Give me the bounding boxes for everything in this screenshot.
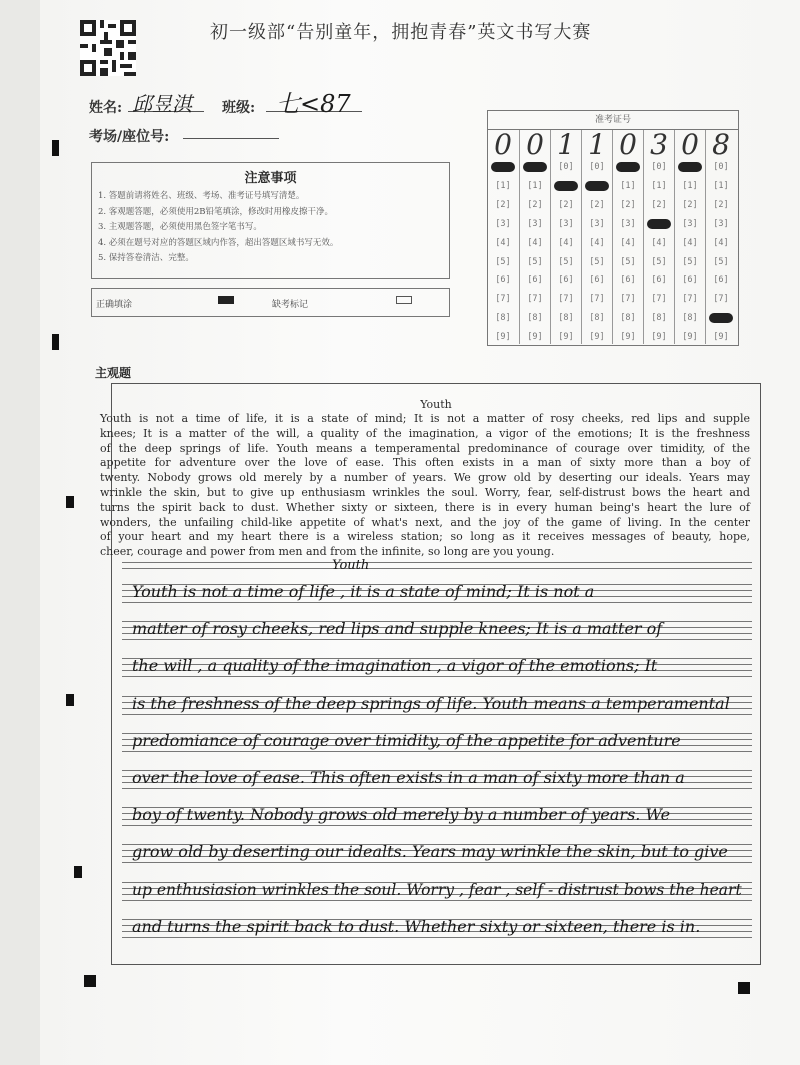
exam-id-column bbox=[488, 130, 518, 344]
handwritten-line: up enthusiasion wrinkles the soul. Worry , fear , self - distrust bows the heart bbox=[132, 879, 742, 899]
exam-id-bubble[interactable] bbox=[585, 181, 609, 191]
exam-id-bubble[interactable]: [8] bbox=[620, 313, 636, 324]
exam-id-bubble[interactable]: [2] bbox=[620, 199, 636, 210]
exam-id-bubble[interactable]: [0] bbox=[713, 162, 729, 172]
notice-item: 3. 主观题答题，必须使用黑色签字笔书写。 bbox=[98, 222, 262, 233]
sheet-title: 初一级部“告别童年，拥抱青春”英文书写大赛 bbox=[210, 22, 592, 43]
passage-line: cheer, courage and power from men and from the infinite, so long are you young. bbox=[100, 545, 555, 559]
exam-id-bubble[interactable]: [9] bbox=[682, 332, 698, 343]
answer-area bbox=[100, 383, 761, 965]
exam-id-bubble[interactable]: [3] bbox=[682, 218, 698, 229]
exam-id-bubble[interactable]: [9] bbox=[713, 332, 729, 343]
exam-id-bubble[interactable]: [7] bbox=[558, 294, 574, 305]
exam-id-digit[interactable]: 8 bbox=[712, 128, 730, 161]
exam-id-bubble[interactable]: [9] bbox=[527, 332, 543, 343]
exam-id-column bbox=[674, 130, 705, 344]
exam-id-bubble[interactable]: [4] bbox=[651, 237, 667, 248]
exam-id-bubble[interactable]: [4] bbox=[495, 237, 511, 248]
exam-id-column bbox=[705, 130, 736, 344]
exam-id-bubble[interactable]: [2] bbox=[589, 199, 605, 210]
exam-id-bubble[interactable]: [5] bbox=[527, 256, 543, 267]
exam-id-bubble[interactable]: [6] bbox=[558, 275, 574, 286]
exam-id-bubble[interactable]: [6] bbox=[589, 275, 605, 286]
exam-id-bubble[interactable]: [8] bbox=[558, 313, 574, 324]
exam-id-bubble[interactable] bbox=[616, 162, 640, 172]
absent-checkbox[interactable] bbox=[396, 296, 412, 304]
exam-id-bubble[interactable]: [6] bbox=[527, 275, 543, 286]
exam-id-bubble[interactable]: [2] bbox=[495, 199, 511, 210]
exam-id-bubble[interactable] bbox=[709, 313, 733, 323]
alignment-mark bbox=[738, 982, 750, 994]
exam-id-bubble[interactable]: [2] bbox=[558, 199, 574, 210]
handwritten-line: boy of twenty. Nobody grows old merely by a number of years. We bbox=[132, 805, 671, 825]
exam-id-bubble[interactable]: [7] bbox=[651, 294, 667, 305]
exam-id-bubble[interactable]: [3] bbox=[620, 218, 636, 229]
exam-id-bubble[interactable]: [0] bbox=[558, 162, 574, 172]
exam-id-bubble[interactable]: [3] bbox=[713, 218, 729, 229]
handwritten-title: Youth bbox=[332, 558, 370, 573]
exam-id-bubble[interactable]: [3] bbox=[589, 218, 605, 229]
alignment-mark bbox=[66, 694, 74, 706]
alignment-mark bbox=[66, 496, 74, 508]
exam-id-column bbox=[612, 130, 643, 344]
exam-id-bubble[interactable]: [5] bbox=[589, 256, 605, 267]
exam-id-bubble[interactable]: [4] bbox=[589, 237, 605, 248]
exam-id-bubble[interactable]: [5] bbox=[651, 256, 667, 267]
exam-id-bubble[interactable]: [1] bbox=[495, 180, 511, 191]
name-label: 姓名: bbox=[89, 100, 123, 116]
notice-box bbox=[91, 162, 450, 279]
handwritten-line: the will , a quality of the imagination , a vigor of the emotions; It bbox=[132, 656, 658, 676]
exam-id-column bbox=[519, 130, 550, 344]
qr-code bbox=[80, 20, 136, 76]
alignment-mark bbox=[74, 866, 82, 878]
exam-id-bubble[interactable]: [5] bbox=[558, 256, 574, 267]
notice-item: 4. 必须在题号对应的答题区域内作答，超出答题区域书写无效。 bbox=[98, 237, 339, 248]
handwritten-line: over the love of ease. This often exists in a man of sixty more than a bbox=[132, 768, 685, 787]
notice-item: 2. 客观题答题，必须使用2B铅笔填涂，修改时用橡皮擦干净。 bbox=[98, 206, 333, 217]
exam-id-digit[interactable]: 3 bbox=[650, 128, 668, 161]
exam-id-bubble[interactable]: [9] bbox=[651, 332, 667, 343]
exam-id-bubble[interactable]: [9] bbox=[558, 332, 574, 343]
exam-id-bubble[interactable]: [7] bbox=[589, 294, 605, 305]
exam-id-bubble[interactable] bbox=[491, 162, 515, 172]
exam-id-bubble[interactable]: [4] bbox=[620, 237, 636, 248]
exam-id-bubble[interactable] bbox=[554, 181, 578, 191]
passage-title: Youth bbox=[420, 398, 452, 411]
notice-item: 5. 保持答卷清洁、完整。 bbox=[98, 253, 194, 264]
exam-id-digit[interactable]: 1 bbox=[588, 128, 606, 161]
passage-text bbox=[100, 412, 760, 560]
correct-fill-label: 正确填涂 bbox=[96, 300, 133, 310]
exam-id-bubble[interactable]: [8] bbox=[527, 313, 543, 324]
exam-id-digit[interactable]: 0 bbox=[681, 128, 699, 161]
exam-id-column bbox=[550, 130, 581, 344]
exam-id-bubble[interactable]: [2] bbox=[713, 199, 729, 210]
handwritten-line: and turns the spirit back to dust. Whether sixty or sixteen, there is in. bbox=[132, 916, 701, 936]
section-label: 主观题 bbox=[95, 366, 132, 380]
exam-id-bubble[interactable]: [3] bbox=[558, 218, 574, 229]
exam-id-bubble[interactable]: [5] bbox=[495, 256, 511, 267]
passage-line: wonders, the unfailing child-like appetite of what's next, and the joy of the game of living. In the center bbox=[100, 515, 750, 529]
exam-id-bubble[interactable]: [2] bbox=[682, 199, 698, 210]
exam-id-bubble[interactable]: [0] bbox=[589, 162, 605, 172]
writing-staff bbox=[122, 562, 752, 574]
exam-id-bubble[interactable]: [6] bbox=[651, 275, 667, 286]
class-label: 班级: bbox=[222, 100, 256, 116]
passage-line: appetite for adventure over the love of ease. This often exists in a man of sixty more than a boy of bbox=[100, 456, 750, 470]
exam-id-column bbox=[643, 130, 674, 344]
seat-label: 考场/座位号: bbox=[89, 129, 170, 145]
exam-id-bubble[interactable] bbox=[523, 162, 547, 172]
exam-id-bubble[interactable]: [2] bbox=[527, 199, 543, 210]
exam-id-bubble[interactable]: [7] bbox=[620, 294, 636, 305]
exam-id-bubble[interactable] bbox=[678, 162, 702, 172]
passage-line: twenty. Nobody grows old merely by a number of years. We grow old by deserting our ideals. Years may bbox=[100, 471, 750, 485]
exam-id-digit[interactable]: 0 bbox=[526, 128, 544, 161]
passage-line: Youth is not a time of life, it is a state of mind; It is not a matter of rosy cheeks, red lips and supple bbox=[100, 412, 750, 425]
handwritten-line: grow old by deserting our idealts. Years may wrinkle the skin, but to give bbox=[132, 842, 728, 862]
exam-id-bubble[interactable]: [1] bbox=[713, 180, 729, 191]
passage-line: turns the spirit back to dust. Whether sixty or sixteen, there is in every human being's heart the lure of bbox=[100, 500, 750, 514]
alignment-mark bbox=[52, 334, 59, 350]
passage-line: knees; It is a matter of the will, a quality of the imagination, a vigor of the emotions; It is the freshness bbox=[100, 426, 750, 440]
alignment-mark bbox=[52, 140, 59, 156]
exam-id-bubble[interactable]: [5] bbox=[682, 256, 698, 267]
class-value[interactable]: 七<87 bbox=[276, 90, 351, 118]
exam-id-bubble[interactable]: [9] bbox=[620, 332, 636, 343]
exam-id-bubble[interactable]: [6] bbox=[682, 275, 698, 286]
exam-id-bubble[interactable]: [9] bbox=[589, 332, 605, 343]
name-value[interactable]: 邱昱淇 bbox=[132, 92, 192, 116]
exam-id-bubble[interactable]: [5] bbox=[713, 256, 729, 267]
exam-id-bubble[interactable]: [6] bbox=[713, 275, 729, 286]
exam-id-bubble[interactable]: [7] bbox=[495, 294, 511, 305]
exam-id-bubble[interactable]: [7] bbox=[713, 294, 729, 305]
handwritten-line: predomiance of courage over timidity, of the appetite for adventure bbox=[132, 730, 681, 750]
exam-id-bubble[interactable]: [8] bbox=[682, 313, 698, 324]
handwritten-line: matter of rosy cheeks, red lips and supple knees; It is a matter of bbox=[132, 619, 663, 639]
passage-line: wrinkle the skin, but to give up enthusiasm wrinkles the soul. Worry, fear, self-distrust bows the heart and bbox=[100, 485, 750, 499]
seat-underline[interactable] bbox=[183, 138, 279, 139]
passage-line: of the deep springs of life. Youth means a temperamental predominance of courage over timidity, of the bbox=[100, 441, 750, 455]
exam-id-bubble[interactable]: [6] bbox=[620, 275, 636, 286]
notice-item: 1. 答题前请将姓名、班级、考场、准考证号填写清楚。 bbox=[98, 191, 305, 201]
exam-id-digit[interactable]: 0 bbox=[619, 128, 637, 161]
exam-id-bubble[interactable]: [1] bbox=[620, 180, 636, 191]
exam-id-digit[interactable]: 0 bbox=[494, 128, 512, 161]
exam-id-bubble[interactable]: [4] bbox=[558, 237, 574, 248]
handwritten-line: is the freshness of the deep springs of life. Youth means a temperamental bbox=[132, 693, 730, 713]
absent-label: 缺考标记 bbox=[272, 300, 309, 310]
exam-id-bubble[interactable]: [6] bbox=[495, 275, 511, 286]
correct-fill-sample bbox=[218, 296, 234, 304]
exam-id-bubble[interactable]: [8] bbox=[589, 313, 605, 324]
exam-id-bubble[interactable]: [4] bbox=[682, 237, 698, 248]
exam-id-bubble[interactable]: [8] bbox=[651, 313, 667, 324]
exam-id-bubble[interactable]: [2] bbox=[651, 199, 667, 210]
exam-id-bubble[interactable]: [1] bbox=[651, 180, 667, 191]
exam-id-column bbox=[581, 130, 612, 344]
exam-id-bubble[interactable]: [4] bbox=[527, 237, 543, 248]
alignment-mark bbox=[84, 975, 96, 987]
fill-legend-box bbox=[91, 288, 450, 317]
exam-id-bubble[interactable]: [5] bbox=[620, 256, 636, 267]
exam-id-bubble[interactable] bbox=[647, 219, 671, 229]
exam-id-bubble[interactable]: [3] bbox=[527, 218, 543, 229]
exam-id-label: 准考证号 bbox=[488, 111, 738, 130]
exam-id-bubble[interactable]: [1] bbox=[682, 180, 698, 191]
exam-id-bubble[interactable]: [8] bbox=[495, 313, 511, 324]
exam-id-bubble[interactable]: [7] bbox=[682, 294, 698, 305]
notice-title: 注意事项 bbox=[244, 171, 297, 186]
exam-id-digit[interactable]: 1 bbox=[557, 128, 575, 161]
exam-id-bubble[interactable]: [1] bbox=[527, 180, 543, 191]
exam-id-bubble[interactable]: [7] bbox=[527, 294, 543, 305]
exam-id-bubble[interactable]: [9] bbox=[495, 332, 511, 343]
exam-id-bubble[interactable]: [4] bbox=[713, 237, 729, 248]
exam-id-bubble[interactable]: [0] bbox=[651, 162, 667, 172]
exam-id-bubble[interactable]: [3] bbox=[495, 218, 511, 229]
handwritten-line: Youth is not a time of life , it is a state of mind; It is not a bbox=[132, 582, 595, 601]
exam-id-box bbox=[487, 110, 739, 346]
passage-line: of your heart and my heart there is a wireless station; so long as it receives messages of beauty, hope, bbox=[100, 530, 750, 544]
